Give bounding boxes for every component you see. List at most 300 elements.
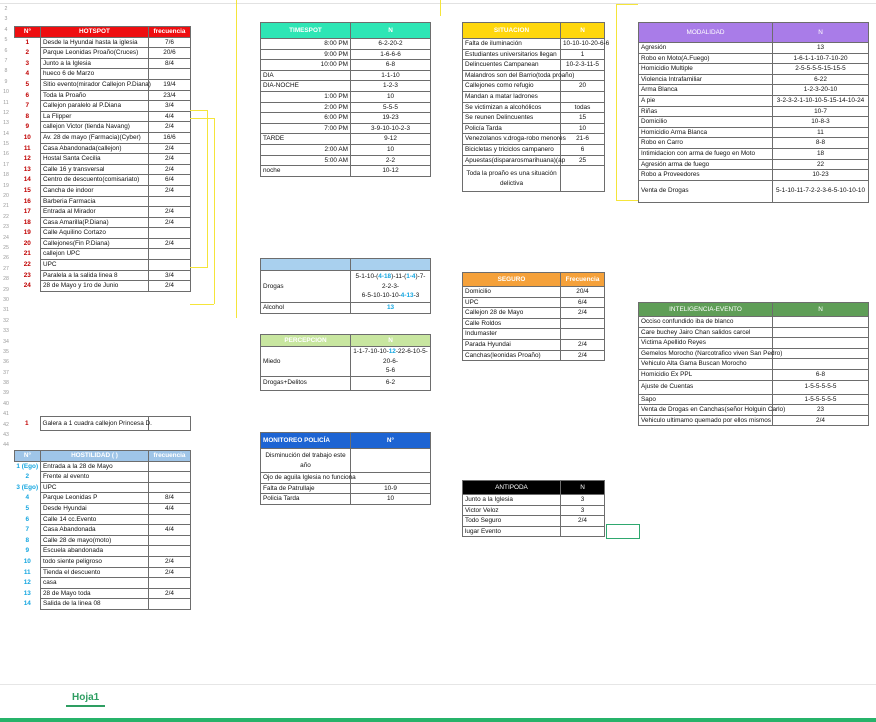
- modalidad-value[interactable]: 10-23: [773, 170, 869, 181]
- inteligencia-value[interactable]: [773, 359, 869, 370]
- inteligencia-label[interactable]: Homicidio Ex PPL: [639, 369, 773, 380]
- timespot-label[interactable]: 2:00 AM: [261, 144, 351, 155]
- row-number[interactable]: 6: [15, 90, 41, 101]
- seguro-value[interactable]: 20/4: [561, 287, 605, 298]
- row-number-label[interactable]: 16: [3, 151, 9, 158]
- modalidad-label[interactable]: Robo en Carro: [639, 138, 773, 149]
- hotspot-frequency[interactable]: 6/4: [149, 175, 191, 186]
- situacion-header-n[interactable]: N: [561, 23, 605, 39]
- situacion-value[interactable]: 10-2-3-11-5: [561, 60, 605, 71]
- hostilidad-name[interactable]: Casa Abandonada: [41, 525, 149, 536]
- hotspot-frequency[interactable]: 2/4: [149, 217, 191, 228]
- seguro-header-freq[interactable]: Frecuencia: [561, 273, 605, 287]
- situacion-label[interactable]: Delincuentes Campanean: [463, 60, 561, 71]
- modalidad-header-n[interactable]: N: [773, 23, 869, 43]
- hotspot-name[interactable]: callejon UPC: [41, 249, 149, 260]
- monitoreo-header-title[interactable]: MONITOREO POLICÍA: [261, 433, 351, 449]
- hostilidad-frequency[interactable]: [149, 578, 191, 589]
- row-number[interactable]: 6: [15, 514, 41, 525]
- hostilidad-name[interactable]: Calle 28 de mayo(moto): [41, 535, 149, 546]
- timespot-label[interactable]: DIA-NOCHE: [261, 81, 351, 92]
- row-number-label[interactable]: 5: [4, 37, 8, 44]
- hotspot-name[interactable]: callejon Victor (tienda Navang): [41, 122, 149, 133]
- hotspot-name[interactable]: Desde la Hyundai hasta la iglesia: [41, 37, 149, 48]
- seguro-label[interactable]: Calle Roldos: [463, 318, 561, 329]
- modalidad-header-title[interactable]: MODALIDAD: [639, 23, 773, 43]
- hotspot-name[interactable]: Calle 16 y transversal: [41, 164, 149, 175]
- timespot-label[interactable]: 6:00 PM: [261, 113, 351, 124]
- timespot-header-n[interactable]: N: [351, 23, 431, 39]
- hotspot-frequency[interactable]: 2/4: [149, 122, 191, 133]
- timespot-value[interactable]: 10-12: [351, 166, 431, 177]
- monitoreo-value[interactable]: 10-9: [351, 483, 431, 494]
- inteligencia-value[interactable]: [773, 327, 869, 338]
- row-number[interactable]: 18: [15, 217, 41, 228]
- situacion-label[interactable]: Mandan a matar ladrones: [463, 91, 561, 102]
- timespot-value[interactable]: 1-1-10: [351, 70, 431, 81]
- timespot-value[interactable]: 3-9-10-10-2-3: [351, 123, 431, 134]
- inteligencia-header-n[interactable]: N: [773, 303, 869, 317]
- hostilidad-frequency[interactable]: [149, 514, 191, 525]
- row-number-label[interactable]: 25: [3, 244, 9, 251]
- hotspot-frequency[interactable]: 3/4: [149, 270, 191, 281]
- row-number[interactable]: 1: [15, 37, 41, 48]
- hotspot-name[interactable]: Centro de descuento(comisariato): [41, 175, 149, 186]
- timespot-label[interactable]: 1:00 PM: [261, 91, 351, 102]
- hotspot-header-freq[interactable]: frecuencia: [149, 27, 191, 38]
- hotspot-name[interactable]: Barberia Farmacia: [41, 196, 149, 207]
- inteligencia-value[interactable]: [773, 317, 869, 328]
- row-number-label[interactable]: 17: [3, 161, 9, 168]
- row-number-label[interactable]: 32: [3, 317, 9, 324]
- hotspot-frequency[interactable]: [148, 417, 190, 431]
- inteligencia-value[interactable]: [773, 338, 869, 349]
- seguro-label[interactable]: UPC: [463, 297, 561, 308]
- timespot-value[interactable]: 10: [351, 91, 431, 102]
- inteligencia-header-title[interactable]: INTELIGENCIA-EVENTO: [639, 303, 773, 317]
- timespot-label[interactable]: 7:00 PM: [261, 123, 351, 134]
- drogas-delitos-label[interactable]: Drogas+Delitos: [261, 376, 351, 390]
- seguro-value[interactable]: 2/4: [561, 339, 605, 350]
- row-number[interactable]: 8: [15, 535, 41, 546]
- selected-cell[interactable]: [606, 524, 640, 539]
- miedo-label[interactable]: Miedo: [261, 347, 351, 377]
- timespot-value[interactable]: 10: [351, 144, 431, 155]
- hostilidad-frequency[interactable]: 4/4: [149, 503, 191, 514]
- drogas-header-a[interactable]: [261, 259, 351, 271]
- modalidad-value[interactable]: 13: [773, 43, 869, 54]
- situacion-header-title[interactable]: SITUACION: [463, 23, 561, 39]
- modalidad-label[interactable]: Venta de Drogas: [639, 180, 773, 202]
- row-number[interactable]: 9: [15, 546, 41, 557]
- hotspot-frequency[interactable]: [149, 196, 191, 207]
- hostilidad-name[interactable]: Salida de la linea 08: [41, 599, 149, 610]
- situacion-value[interactable]: 15: [561, 113, 605, 124]
- modalidad-value[interactable]: 11: [773, 127, 869, 138]
- modalidad-value[interactable]: 18: [773, 148, 869, 159]
- hotspot-frequency[interactable]: [149, 249, 191, 260]
- inteligencia-label[interactable]: Venta de Drogas en Canchas(señor Holguin Carlo): [639, 405, 773, 416]
- antipoda-value[interactable]: 3: [561, 495, 605, 506]
- timespot-value[interactable]: 1-2-3: [351, 81, 431, 92]
- row-number-label[interactable]: 37: [3, 369, 9, 376]
- hostilidad-frequency[interactable]: [149, 546, 191, 557]
- hotspot-frequency[interactable]: 3/4: [149, 101, 191, 112]
- timespot-value[interactable]: 5-5-5: [351, 102, 431, 113]
- situacion-label[interactable]: Callejones como refugio: [463, 81, 561, 92]
- hotspot-frequency[interactable]: 2/4: [149, 238, 191, 249]
- situacion-value[interactable]: todas: [561, 102, 605, 113]
- row-number[interactable]: 2: [15, 48, 41, 59]
- timespot-value[interactable]: 2-2: [351, 155, 431, 166]
- hotspot-frequency[interactable]: 16/6: [149, 132, 191, 143]
- hotspot-name[interactable]: Galera a 1 cuadra callejon Princesa D.: [40, 417, 148, 431]
- antipoda-value[interactable]: 2/4: [561, 516, 605, 527]
- modalidad-value[interactable]: 8-8: [773, 138, 869, 149]
- modalidad-label[interactable]: Violencia Intrafamiliar: [639, 74, 773, 85]
- hotspot-header-n[interactable]: N°: [15, 27, 41, 38]
- hotspot-name[interactable]: Sitio evento(mirador Callejon P.Diana): [41, 79, 149, 90]
- drogas-header-b[interactable]: [351, 259, 431, 271]
- antipoda-label[interactable]: lugar Evento: [463, 526, 561, 537]
- hotspot-name[interactable]: 28 de Mayo y 1ro de Junio: [41, 281, 149, 292]
- row-number[interactable]: 10: [15, 556, 41, 567]
- row-number[interactable]: 19: [15, 228, 41, 239]
- hotspot-frequency[interactable]: 2/4: [149, 164, 191, 175]
- situacion-label[interactable]: Bicicletas y triciclos campanero: [463, 144, 561, 155]
- hostilidad-name[interactable]: Calle 14 cc.Evento: [41, 514, 149, 525]
- hostilidad-name[interactable]: UPC: [41, 482, 149, 493]
- situacion-value[interactable]: 10-10-10-20-6-6: [561, 39, 605, 50]
- hostilidad-frequency[interactable]: [149, 535, 191, 546]
- hostilidad-name[interactable]: 28 de Mayo toda: [41, 588, 149, 599]
- antipoda-value[interactable]: [561, 526, 605, 537]
- situacion-note-value[interactable]: [561, 166, 605, 192]
- row-number-label[interactable]: 39: [3, 390, 9, 397]
- situacion-value[interactable]: [561, 91, 605, 102]
- row-number[interactable]: 8: [15, 111, 41, 122]
- inteligencia-value[interactable]: 6-8: [773, 369, 869, 380]
- hostilidad-name[interactable]: Parque Leonidas P: [41, 493, 149, 504]
- seguro-label[interactable]: Canchas(leonidas Proaño): [463, 350, 561, 361]
- hostilidad-name[interactable]: Tienda el descuento: [41, 567, 149, 578]
- timespot-label[interactable]: 5:00 AM: [261, 155, 351, 166]
- inteligencia-label[interactable]: Occiso confundido iba de blanco: [639, 317, 773, 328]
- hotspot-frequency[interactable]: 2/4: [149, 185, 191, 196]
- seguro-header-title[interactable]: SEGURO: [463, 273, 561, 287]
- inteligencia-label[interactable]: Vehiculo ultimamo quemado por ellos mismos: [639, 415, 773, 426]
- row-number-label[interactable]: 29: [3, 286, 9, 293]
- hotspot-frequency[interactable]: [149, 228, 191, 239]
- hostilidad-frequency[interactable]: [149, 461, 191, 472]
- seguro-value[interactable]: [561, 318, 605, 329]
- row-number-label[interactable]: 19: [3, 182, 9, 189]
- row-number[interactable]: 16: [15, 196, 41, 207]
- timespot-value[interactable]: 9-12: [351, 134, 431, 145]
- hotspot-frequency[interactable]: 2/4: [149, 143, 191, 154]
- alcohol-value[interactable]: [351, 303, 431, 314]
- row-number[interactable]: 23: [15, 270, 41, 281]
- situacion-label[interactable]: Malandros son del Barrio(toda proaño): [463, 70, 561, 81]
- row-number[interactable]: 5: [15, 503, 41, 514]
- seguro-label[interactable]: Parada Hyundai: [463, 339, 561, 350]
- hotspot-frequency[interactable]: [149, 69, 191, 80]
- row-number-label[interactable]: 14: [3, 130, 9, 137]
- row-number-label[interactable]: 20: [3, 193, 9, 200]
- monitoreo-label[interactable]: Falta de Patrullaje: [261, 483, 351, 494]
- hotspot-name[interactable]: Callejones(Fin P.Diana): [41, 238, 149, 249]
- hostilidad-name[interactable]: Desde Hyundai: [41, 503, 149, 514]
- row-number[interactable]: 4: [15, 69, 41, 80]
- timespot-label[interactable]: 9:00 PM: [261, 49, 351, 60]
- drogas-delitos-value[interactable]: 6-2: [351, 376, 431, 390]
- row-number-label[interactable]: 27: [3, 265, 9, 272]
- hostilidad-frequency[interactable]: 2/4: [149, 567, 191, 578]
- row-number-label[interactable]: 42: [3, 421, 9, 428]
- situacion-value[interactable]: 21-6: [561, 134, 605, 145]
- hostilidad-frequency[interactable]: [149, 482, 191, 493]
- hostilidad-frequency[interactable]: 2/4: [149, 556, 191, 567]
- row-number-label[interactable]: 9: [4, 78, 8, 85]
- row-number[interactable]: 3: [15, 58, 41, 69]
- row-number[interactable]: 2: [15, 472, 41, 483]
- modalidad-value[interactable]: 1-6-1-1-10-7-10-20: [773, 53, 869, 64]
- row-number-label[interactable]: 44: [3, 442, 9, 449]
- row-number[interactable]: 21: [15, 249, 41, 260]
- timespot-value[interactable]: 1-6-6-6: [351, 49, 431, 60]
- hostilidad-name[interactable]: Escuela abandonada: [41, 546, 149, 557]
- inteligencia-label[interactable]: Sapo: [639, 394, 773, 405]
- row-number[interactable]: 4: [15, 493, 41, 504]
- timespot-value[interactable]: 6-2-20-2: [351, 39, 431, 50]
- row-number[interactable]: 15: [15, 185, 41, 196]
- row-number-label[interactable]: 4: [4, 26, 8, 33]
- row-number[interactable]: 5: [15, 79, 41, 90]
- situacion-value[interactable]: 20: [561, 81, 605, 92]
- row-number[interactable]: 22: [15, 260, 41, 271]
- modalidad-label[interactable]: Agresión: [639, 43, 773, 54]
- modalidad-value[interactable]: 10-8-3: [773, 117, 869, 128]
- hotspot-name[interactable]: Entrada al Mirador: [41, 207, 149, 218]
- antipoda-value[interactable]: 3: [561, 505, 605, 516]
- monitoreo-value[interactable]: [351, 473, 431, 484]
- hotspot-name[interactable]: Junto a la Iglesia: [41, 58, 149, 69]
- row-number-label[interactable]: 38: [3, 380, 9, 387]
- modalidad-label[interactable]: Agresión arma de fuego: [639, 159, 773, 170]
- hotspot-frequency[interactable]: 2/4: [149, 281, 191, 292]
- seguro-value[interactable]: 2/4: [561, 350, 605, 361]
- hotspot-name[interactable]: Toda la Proaño: [41, 90, 149, 101]
- row-number[interactable]: 9: [15, 122, 41, 133]
- situacion-value[interactable]: 25: [561, 155, 605, 166]
- row-number[interactable]: 12: [15, 154, 41, 165]
- inteligencia-value[interactable]: [773, 348, 869, 359]
- hotspot-name[interactable]: Casa Amarilla(P.Diana): [41, 217, 149, 228]
- monitoreo-value[interactable]: [351, 449, 431, 473]
- monitoreo-label[interactable]: Ojo de aguila Iglesia no funciona: [261, 473, 351, 484]
- drogas-values[interactable]: [351, 271, 431, 303]
- hostilidad-header-title[interactable]: HOSTILIDAD ( ): [41, 451, 149, 462]
- row-number[interactable]: 17: [15, 207, 41, 218]
- modalidad-value[interactable]: 22: [773, 159, 869, 170]
- monitoreo-label[interactable]: Disminución del trabajo este año: [261, 449, 351, 473]
- modalidad-label[interactable]: Intimidacion con arma de fuego en Moto: [639, 148, 773, 159]
- drogas-label[interactable]: Drogas: [261, 271, 351, 303]
- monitoreo-label[interactable]: Policia Tarda: [261, 494, 351, 505]
- row-number[interactable]: 1 (Ego): [15, 461, 41, 472]
- hostilidad-frequency[interactable]: [149, 599, 191, 610]
- timespot-label[interactable]: 8:00 PM: [261, 39, 351, 50]
- situacion-label[interactable]: Se victimizan a alcohólicos: [463, 102, 561, 113]
- hostilidad-name[interactable]: casa: [41, 578, 149, 589]
- row-number-label[interactable]: 18: [3, 172, 9, 179]
- row-number-label[interactable]: 36: [3, 359, 9, 366]
- row-number-label[interactable]: 31: [3, 307, 9, 314]
- hostilidad-frequency[interactable]: 2/4: [149, 588, 191, 599]
- inteligencia-label[interactable]: Gemelos Morocho (Narcotrafico viven San Pedro): [639, 348, 773, 359]
- row-number-label[interactable]: 43: [3, 432, 9, 439]
- situacion-label[interactable]: Policía Tarda: [463, 123, 561, 134]
- row-number-label[interactable]: 40: [3, 400, 9, 407]
- row-number[interactable]: 24: [15, 281, 41, 292]
- miedo-values[interactable]: [351, 347, 431, 377]
- row-number-label[interactable]: 11: [3, 99, 9, 106]
- hotspot-name[interactable]: La Flipper: [41, 111, 149, 122]
- timespot-label[interactable]: noche: [261, 166, 351, 177]
- row-number-label[interactable]: 8: [4, 68, 8, 75]
- row-number[interactable]: 3 (Ego): [15, 482, 41, 493]
- modalidad-label[interactable]: Domicilio: [639, 117, 773, 128]
- hotspot-frequency[interactable]: 19/4: [149, 79, 191, 90]
- situacion-label[interactable]: Estudiantes universitarios llegan: [463, 49, 561, 60]
- hotspot-frequency[interactable]: 8/4: [149, 58, 191, 69]
- row-number-label[interactable]: 3: [4, 16, 8, 23]
- antipoda-label[interactable]: Victor Veloz: [463, 505, 561, 516]
- seguro-label[interactable]: Callejon 28 de Mayo: [463, 308, 561, 319]
- row-number[interactable]: 11: [15, 567, 41, 578]
- row-number-label[interactable]: 12: [3, 109, 9, 116]
- hostilidad-frequency[interactable]: 4/4: [149, 525, 191, 536]
- hotspot-frequency[interactable]: 23/4: [149, 90, 191, 101]
- modalidad-label[interactable]: Homicidio Multiple: [639, 64, 773, 75]
- situacion-value[interactable]: 1: [561, 49, 605, 60]
- situacion-value[interactable]: 10: [561, 123, 605, 134]
- row-number[interactable]: 14: [15, 599, 41, 610]
- modalidad-label[interactable]: A pie: [639, 95, 773, 106]
- situacion-note[interactable]: Toda la proaño es una situación delictiva: [463, 166, 561, 192]
- inteligencia-label[interactable]: Care buchey Jairo Chan salidos carcel: [639, 327, 773, 338]
- antipoda-header-title[interactable]: ANTIPODA: [463, 481, 561, 495]
- seguro-value[interactable]: [561, 329, 605, 340]
- row-number-label[interactable]: 35: [3, 348, 9, 355]
- row-number[interactable]: 13: [15, 164, 41, 175]
- timespot-header-title[interactable]: TIMESPOT: [261, 23, 351, 39]
- timespot-value[interactable]: 19-23: [351, 113, 431, 124]
- hotspot-name[interactable]: Parque Leonidas Proaño(Cruces): [41, 48, 149, 59]
- situacion-label[interactable]: Venezolanos v.droga-robo menores: [463, 134, 561, 145]
- timespot-label[interactable]: TARDE: [261, 134, 351, 145]
- hotspot-name[interactable]: Hostal Santa Cecilia: [41, 154, 149, 165]
- row-number-label[interactable]: 30: [3, 296, 9, 303]
- hostilidad-name[interactable]: todo siente peligroso: [41, 556, 149, 567]
- hotspot-name[interactable]: Av. 28 de mayo (Farmacia)(Cyber): [41, 132, 149, 143]
- row-number-label[interactable]: 41: [3, 411, 9, 418]
- percepcion-header-title[interactable]: PERCEPCION: [261, 335, 351, 347]
- row-number-label[interactable]: 26: [3, 255, 9, 262]
- timespot-value[interactable]: 6-8: [351, 60, 431, 71]
- hotspot-name[interactable]: Cancha de indoor: [41, 185, 149, 196]
- hostilidad-header-n[interactable]: N°: [15, 451, 41, 462]
- hotspot-frequency[interactable]: 2/4: [149, 154, 191, 165]
- hostilidad-name[interactable]: Frente al evento: [41, 472, 149, 483]
- modalidad-value[interactable]: 3-2-3-2-1-10-10-5-15-14-10-24: [773, 95, 869, 106]
- hostilidad-header-freq[interactable]: frecuencia: [149, 451, 191, 462]
- hostilidad-frequency[interactable]: [149, 472, 191, 483]
- hotspot-frequency[interactable]: 4/4: [149, 111, 191, 122]
- row-number[interactable]: 7: [15, 525, 41, 536]
- hotspot-name[interactable]: Paralela a la salida linea 8: [41, 270, 149, 281]
- row-number-label[interactable]: 23: [3, 224, 9, 231]
- hotspot-frequency[interactable]: 2/4: [149, 207, 191, 218]
- inteligencia-label[interactable]: Vehiculo Alta Gama Buscan Morocho: [639, 359, 773, 370]
- row-number[interactable]: 13: [15, 588, 41, 599]
- row-number-label[interactable]: 22: [3, 213, 9, 220]
- modalidad-value[interactable]: 2-5-5-5-5-15-15-5: [773, 64, 869, 75]
- seguro-label[interactable]: Domicilio: [463, 287, 561, 298]
- hotspot-name[interactable]: hueco 6 de Marzo: [41, 69, 149, 80]
- modalidad-value[interactable]: 1-2-3-20-10: [773, 85, 869, 96]
- antipoda-label[interactable]: Todo Seguro: [463, 516, 561, 527]
- seguro-label[interactable]: Indumaster: [463, 329, 561, 340]
- row-number-label[interactable]: 13: [3, 120, 9, 127]
- hotspot-name[interactable]: Calle Aquilino Cortazo: [41, 228, 149, 239]
- situacion-label[interactable]: Falta de iluminación: [463, 39, 561, 50]
- timespot-label[interactable]: 10:00 PM: [261, 60, 351, 71]
- row-number[interactable]: 20: [15, 238, 41, 249]
- hostilidad-frequency[interactable]: 8/4: [149, 493, 191, 504]
- percepcion-header-n[interactable]: N: [351, 335, 431, 347]
- hotspot-name[interactable]: Casa Abandonada(callejon): [41, 143, 149, 154]
- seguro-value[interactable]: 6/4: [561, 297, 605, 308]
- modalidad-label[interactable]: Robo en Moto(A.Fuego): [639, 53, 773, 64]
- hotspot-name[interactable]: Callejon paralelo al P.Diana: [41, 101, 149, 112]
- alcohol-label[interactable]: Alcohol: [261, 303, 351, 314]
- monitoreo-header-n[interactable]: N°: [351, 433, 431, 449]
- row-number-label[interactable]: 24: [3, 234, 9, 241]
- timespot-label[interactable]: 2:00 PM: [261, 102, 351, 113]
- hotspot-name[interactable]: UPC: [41, 260, 149, 271]
- inteligencia-value[interactable]: 23: [773, 405, 869, 416]
- sheet-tab-hoja1[interactable]: Hoja1: [66, 692, 105, 707]
- row-number[interactable]: 7: [15, 101, 41, 112]
- modalidad-label[interactable]: Arma Blanca: [639, 85, 773, 96]
- monitoreo-value[interactable]: 10: [351, 494, 431, 505]
- row-number-label[interactable]: 6: [4, 47, 8, 54]
- hostilidad-name[interactable]: Entrada a la 28 de Mayo: [41, 461, 149, 472]
- modalidad-value[interactable]: 6-22: [773, 74, 869, 85]
- hotspot-frequency[interactable]: [149, 260, 191, 271]
- seguro-value[interactable]: 2/4: [561, 308, 605, 319]
- row-number-label[interactable]: 10: [3, 89, 9, 96]
- inteligencia-value[interactable]: 1-5-5-5-5-5: [773, 394, 869, 405]
- antipoda-label[interactable]: Junto a la Iglesia: [463, 495, 561, 506]
- row-number-label[interactable]: 15: [3, 141, 9, 148]
- situacion-label[interactable]: Apuestas(dispararosmarihuana)(ap: [463, 155, 561, 166]
- situacion-label[interactable]: Se reunen Delincuentes: [463, 113, 561, 124]
- modalidad-value[interactable]: 5-1-10-11-7-2-2-3-6-5-10-10-10: [773, 180, 869, 202]
- row-number[interactable]: 11: [15, 143, 41, 154]
- hotspot-header-title[interactable]: HOTSPOT: [41, 27, 149, 38]
